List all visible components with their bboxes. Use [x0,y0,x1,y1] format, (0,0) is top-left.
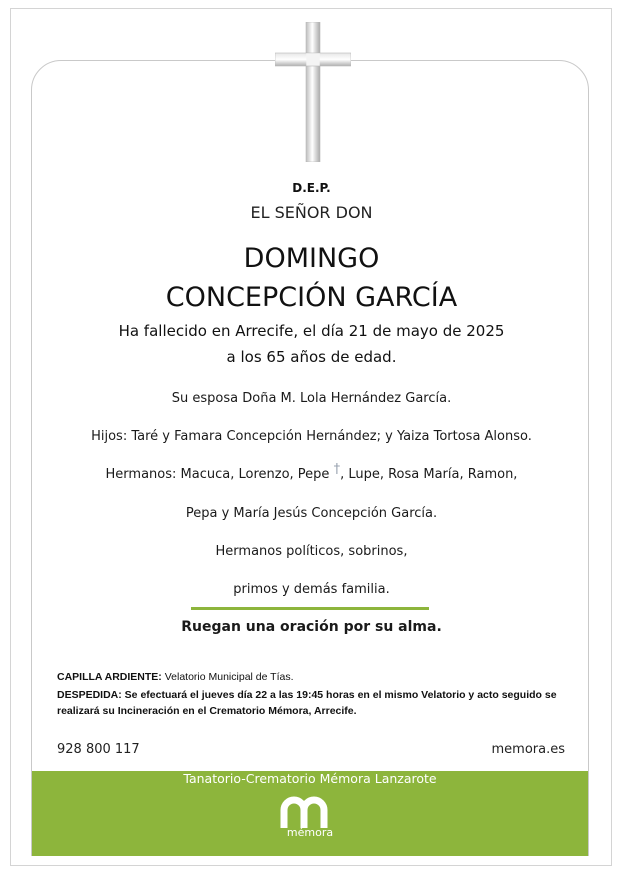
siblings-line-2: Pepa y María Jesús Concepción García. [185,506,438,521]
dep-label: D.E.P. [292,181,331,195]
in-laws-line: Hermanos políticos, sobrinos, [215,544,408,559]
logo-wordmark: mémora [286,826,334,839]
memora-logo-icon [280,796,340,830]
website-link[interactable]: memora.es [491,742,565,757]
spouse-line: Su esposa Doña M. Lola Hernández García. [171,391,452,406]
title-label: EL SEÑOR DON [250,203,373,222]
chapel-label: CAPILLA ARDIENTE: [57,671,162,683]
cross-icon [275,22,351,162]
siblings-line [0,462,623,482]
card-panel [31,60,589,856]
footer-banner [32,771,588,856]
age-notice: a los 65 años de edad. [226,348,397,366]
farewell-info [57,687,567,719]
siblings-prefix: Hermanos: Macuca, Lorenzo, Pepe [105,467,330,482]
deceased-first-name: DOMINGO [243,243,380,274]
farewell-label: DESPEDIDA [57,689,119,701]
others-line: primos y demás familia. [233,582,390,597]
phone-number: 928 800 117 [57,742,140,757]
farewell-text: : Se efectuará el jueves día 22 a las 19:45 horas en el mismo Velatorio y acto seguido se realizará su Incineración en el Crematorio Mémora, Arrecife. [57,689,557,717]
siblings-suffix: , Lupe, Rosa María, Ramon, [340,467,518,482]
prayer-line: Ruegan una oración por su alma. [181,619,442,635]
green-divider [191,607,429,610]
footer-title: Tanatorio-Crematorio Mémora Lanzarote [183,771,437,786]
deceased-surnames: CONCEPCIÓN GARCÍA [165,282,458,313]
chapel-text: Velatorio Municipal de Tías. [161,671,294,683]
death-notice: Ha fallecido en Arrecife, el día 21 de mayo de 2025 [118,322,505,340]
deceased-cross-icon: † [333,462,341,477]
chapel-info [57,671,294,683]
children-line: Hijos: Taré y Famara Concepción Hernández; y Yaiza Tortosa Alonso. [91,429,532,444]
